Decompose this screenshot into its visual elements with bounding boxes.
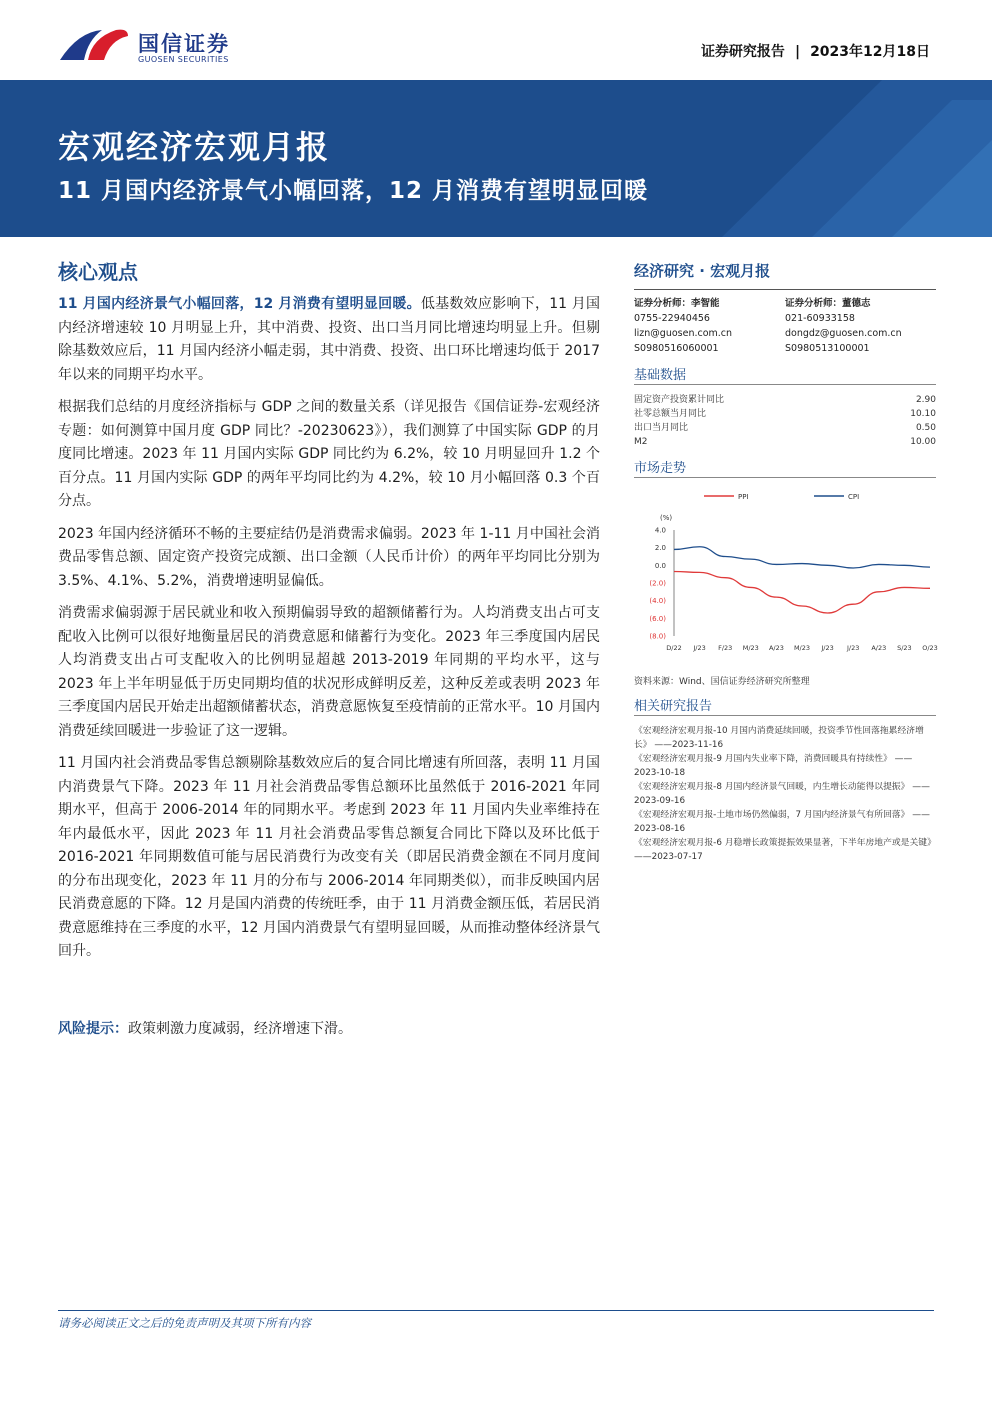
footer-divider bbox=[58, 1310, 934, 1311]
analyst-list bbox=[634, 296, 936, 356]
y-tick-label: 4.0 bbox=[654, 526, 666, 535]
x-tick-label: A/23 bbox=[768, 644, 784, 652]
analyst-cert: S0980516060001 bbox=[634, 343, 719, 354]
basic-data-table bbox=[634, 393, 936, 449]
basic-value: 10.10 bbox=[910, 409, 936, 419]
title-banner bbox=[0, 80, 992, 237]
paragraph-2: 根据我们总结的月度经济指标与 GDP 之间的数量关系（详见报告《国信证券-宏观经济专题：如何测算中国月度 GDP 同比？-20230623》），我们测算了中国实际 GDP 的月度同比增速。2023 年 11 月国内实际 GDP 同比约为 6.2%，较 10 月明显回升 1.2 个百分点。11 月国内实际 GDP 的两年平均同比约为 4.2%，较 10 月小幅回落 0.3 个百分点。 bbox=[58, 399, 600, 509]
company-logo bbox=[58, 24, 258, 72]
basic-label: 社零总额当月同比 bbox=[634, 409, 707, 419]
table-row bbox=[634, 393, 936, 407]
analyst-card bbox=[634, 296, 785, 356]
related-reports-heading: 相关研究报告 bbox=[634, 695, 936, 716]
meta-separator: | bbox=[794, 44, 801, 60]
paragraph-1-text: 低基数效应影响下，11 月国内经济增速较 10 月明显上升，其中消费、投资、出口当月同比增速均明显上升。但剔除基数效应后，11 月国内经济小幅走弱，其中消费、投资、出口环比增速均低于 2017 年以来的同期平均水平。 bbox=[58, 296, 601, 383]
x-tick-label: J/23 bbox=[693, 644, 706, 652]
series-line-cpi bbox=[674, 547, 930, 568]
ppi-cpi-chart bbox=[634, 486, 936, 666]
core-views-heading: 核心观点 bbox=[58, 260, 138, 284]
related-report-item[interactable]: 《宏观经济宏观月报-6 月稳增长政策提振效果显著，下半年房地产或是关键》 ——2023-07-17 bbox=[634, 838, 936, 862]
basic-value: 10.00 bbox=[910, 437, 936, 447]
y-tick-label: (6.0) bbox=[649, 614, 666, 623]
basic-data-heading: 基础数据 bbox=[634, 364, 936, 385]
logo-english-name: GUOSEN SECURITIES bbox=[138, 55, 229, 64]
market-chart bbox=[634, 486, 936, 670]
report-subtitle: 11 月国内经济景气小幅回落，12 月消费有望明显回暖 bbox=[58, 178, 649, 204]
basic-label: 出口当月同比 bbox=[634, 423, 689, 433]
chart-source: 资料来源：Wind、国信证券经济研究所整理 bbox=[634, 677, 810, 687]
core-views-body bbox=[58, 293, 600, 973]
x-tick-label: M/23 bbox=[742, 644, 759, 652]
x-tick-label: F/23 bbox=[718, 644, 733, 652]
y-axis-unit: (%) bbox=[660, 514, 673, 522]
related-reports-list bbox=[634, 724, 936, 864]
table-row bbox=[634, 435, 936, 449]
market-trend-heading: 市场走势 bbox=[634, 457, 936, 478]
y-tick-label: 2.0 bbox=[654, 544, 666, 553]
legend-label: PPI bbox=[738, 493, 749, 501]
related-report-item[interactable]: 《宏观经济宏观月报-10 月国内消费延续回暖，投资季节性回落拖累经济增长》 ——2023-11-16 bbox=[634, 726, 924, 750]
y-tick-label: 0.0 bbox=[654, 561, 666, 570]
series-line-ppi bbox=[674, 572, 930, 614]
analyst-phone: 021-60933158 bbox=[785, 313, 855, 324]
basic-value: 0.50 bbox=[915, 423, 936, 433]
analyst-card bbox=[785, 296, 936, 356]
analyst-email[interactable]: dongdz@guosen.com.cn bbox=[785, 328, 902, 339]
analyst-name: 证券分析师：李智能 bbox=[634, 298, 720, 309]
footer-disclaimer: 请务必阅读正文之后的免责声明及其项下所有内容 bbox=[58, 1316, 311, 1330]
paragraph-4: 消费需求偏弱源于居民就业和收入预期偏弱导致的超额储蓄行为。人均消费支出占可支配收入比例可以很好地衡量居民的消费意愿和储蓄行为变化。2023 年三季度国内居民人均消费支出占可支配收入的比例明显超越 2013-2019 年同期的平均水平，这与 2023 年上半年明显低于历史同期均值的状况形成鲜明反差，这种反差或表明 2023 年三季度国内居民开始走出超额储蓄状态，消费意愿恢复至疫情前的正常水平。10 月国内消费延续回暖进一步验证了这一逻辑。 bbox=[58, 605, 600, 739]
y-tick-label: (4.0) bbox=[649, 597, 666, 606]
paragraph-5: 11 月国内社会消费品零售总额剔除基数效应后的复合同比增速有所回落，表明 11 月国内消费景气下降。2023 年 11 月社会消费品零售总额环比虽然低于 2016-2021 年同期水平，但高于 2006-2014 年的同期水平。考虑到 2023 年 11 月国内失业率维持在年内最低水平，因此 2023 年 11 月社会消费品零售总额复合同比下降以及环比低于 2016-2021 年同期数值可能与居民消费行为改变有关（即居民消费金额在不同月度间的分布出现变化，2023 年 11 月的分布与 2006-2014 年同期类似），而非反映国内居民消费意愿的下降。12 月是国内消费的传统旺季，由于 11 月消费金额压低，若居民消费意愿维持在三季度的水平，12 月国内消费景气有望明显回暖，从而推动整体经济景气回升。 bbox=[58, 755, 600, 959]
x-tick-label: O/23 bbox=[922, 644, 938, 652]
basic-label: M2 bbox=[634, 437, 648, 447]
basic-label: 固定资产投资累计同比 bbox=[634, 395, 725, 405]
risk-warning bbox=[58, 1018, 352, 1038]
legend-label: CPI bbox=[848, 493, 860, 501]
guosen-logo-icon bbox=[58, 26, 130, 66]
analyst-cert: S0980513100001 bbox=[785, 343, 870, 354]
x-tick-label: M/23 bbox=[793, 644, 811, 652]
report-date: 2023年12月18日 bbox=[810, 44, 930, 60]
x-tick-label: J/23 bbox=[847, 644, 860, 652]
related-report-item[interactable]: 《宏观经济宏观月报-8 月国内经济景气回暖，内生增长动能得以提振》 ——2023-09-16 bbox=[634, 782, 930, 806]
x-tick-label: A/23 bbox=[871, 644, 887, 652]
sidebar bbox=[634, 260, 936, 864]
x-tick-label: S/23 bbox=[897, 644, 912, 652]
table-row bbox=[634, 407, 936, 421]
table-row bbox=[634, 421, 936, 435]
related-report-item[interactable]: 《宏观经济宏观月报-土地市场仍然偏弱，7 月国内经济景气有所回落》 ——2023-08-16 bbox=[634, 810, 930, 834]
paragraph-1 bbox=[58, 293, 600, 387]
analyst-name: 证券分析师：董德志 bbox=[785, 298, 871, 309]
y-tick-label: (2.0) bbox=[649, 579, 666, 588]
report-title: 宏观经济宏观月报 bbox=[58, 128, 331, 166]
related-report-item[interactable]: 《宏观经济宏观月报-9 月国内失业率下降，消费回暖具有持续性》 ——2023-10-18 bbox=[634, 754, 913, 778]
basic-value: 2.90 bbox=[915, 395, 936, 405]
report-type: 证券研究报告 bbox=[700, 44, 785, 60]
risk-label: 风险提示： bbox=[58, 1021, 128, 1037]
analyst-email[interactable]: lizn@guosen.com.cn bbox=[634, 328, 733, 339]
x-tick-label: J/23 bbox=[821, 644, 834, 652]
paragraph-1-lead: 11 月国内经济景气小幅回落，12 月消费有望明显回暖。 bbox=[58, 296, 421, 312]
analyst-phone: 0755-22940456 bbox=[634, 313, 710, 324]
x-tick-label: D/22 bbox=[666, 644, 682, 652]
risk-text: 政策刺激力度减弱，经济增速下滑。 bbox=[128, 1021, 352, 1037]
paragraph-3: 2023 年国内经济循环不畅的主要症结仍是消费需求偏弱。2023 年 1-11 月中国社会消费品零售总额、固定资产投资完成额、出口金额（人民币计价）的两年平均同比分别为 3.5%、4.1%、5.2%，消费增速明显偏低。 bbox=[58, 525, 600, 589]
banner-decoration bbox=[632, 80, 992, 237]
y-tick-label: (8.0) bbox=[649, 632, 666, 641]
sidebar-header: 经济研究 · 宏观月报 bbox=[634, 260, 936, 290]
logo-chinese-name: 国信证券 bbox=[138, 32, 230, 56]
report-meta bbox=[701, 41, 930, 61]
